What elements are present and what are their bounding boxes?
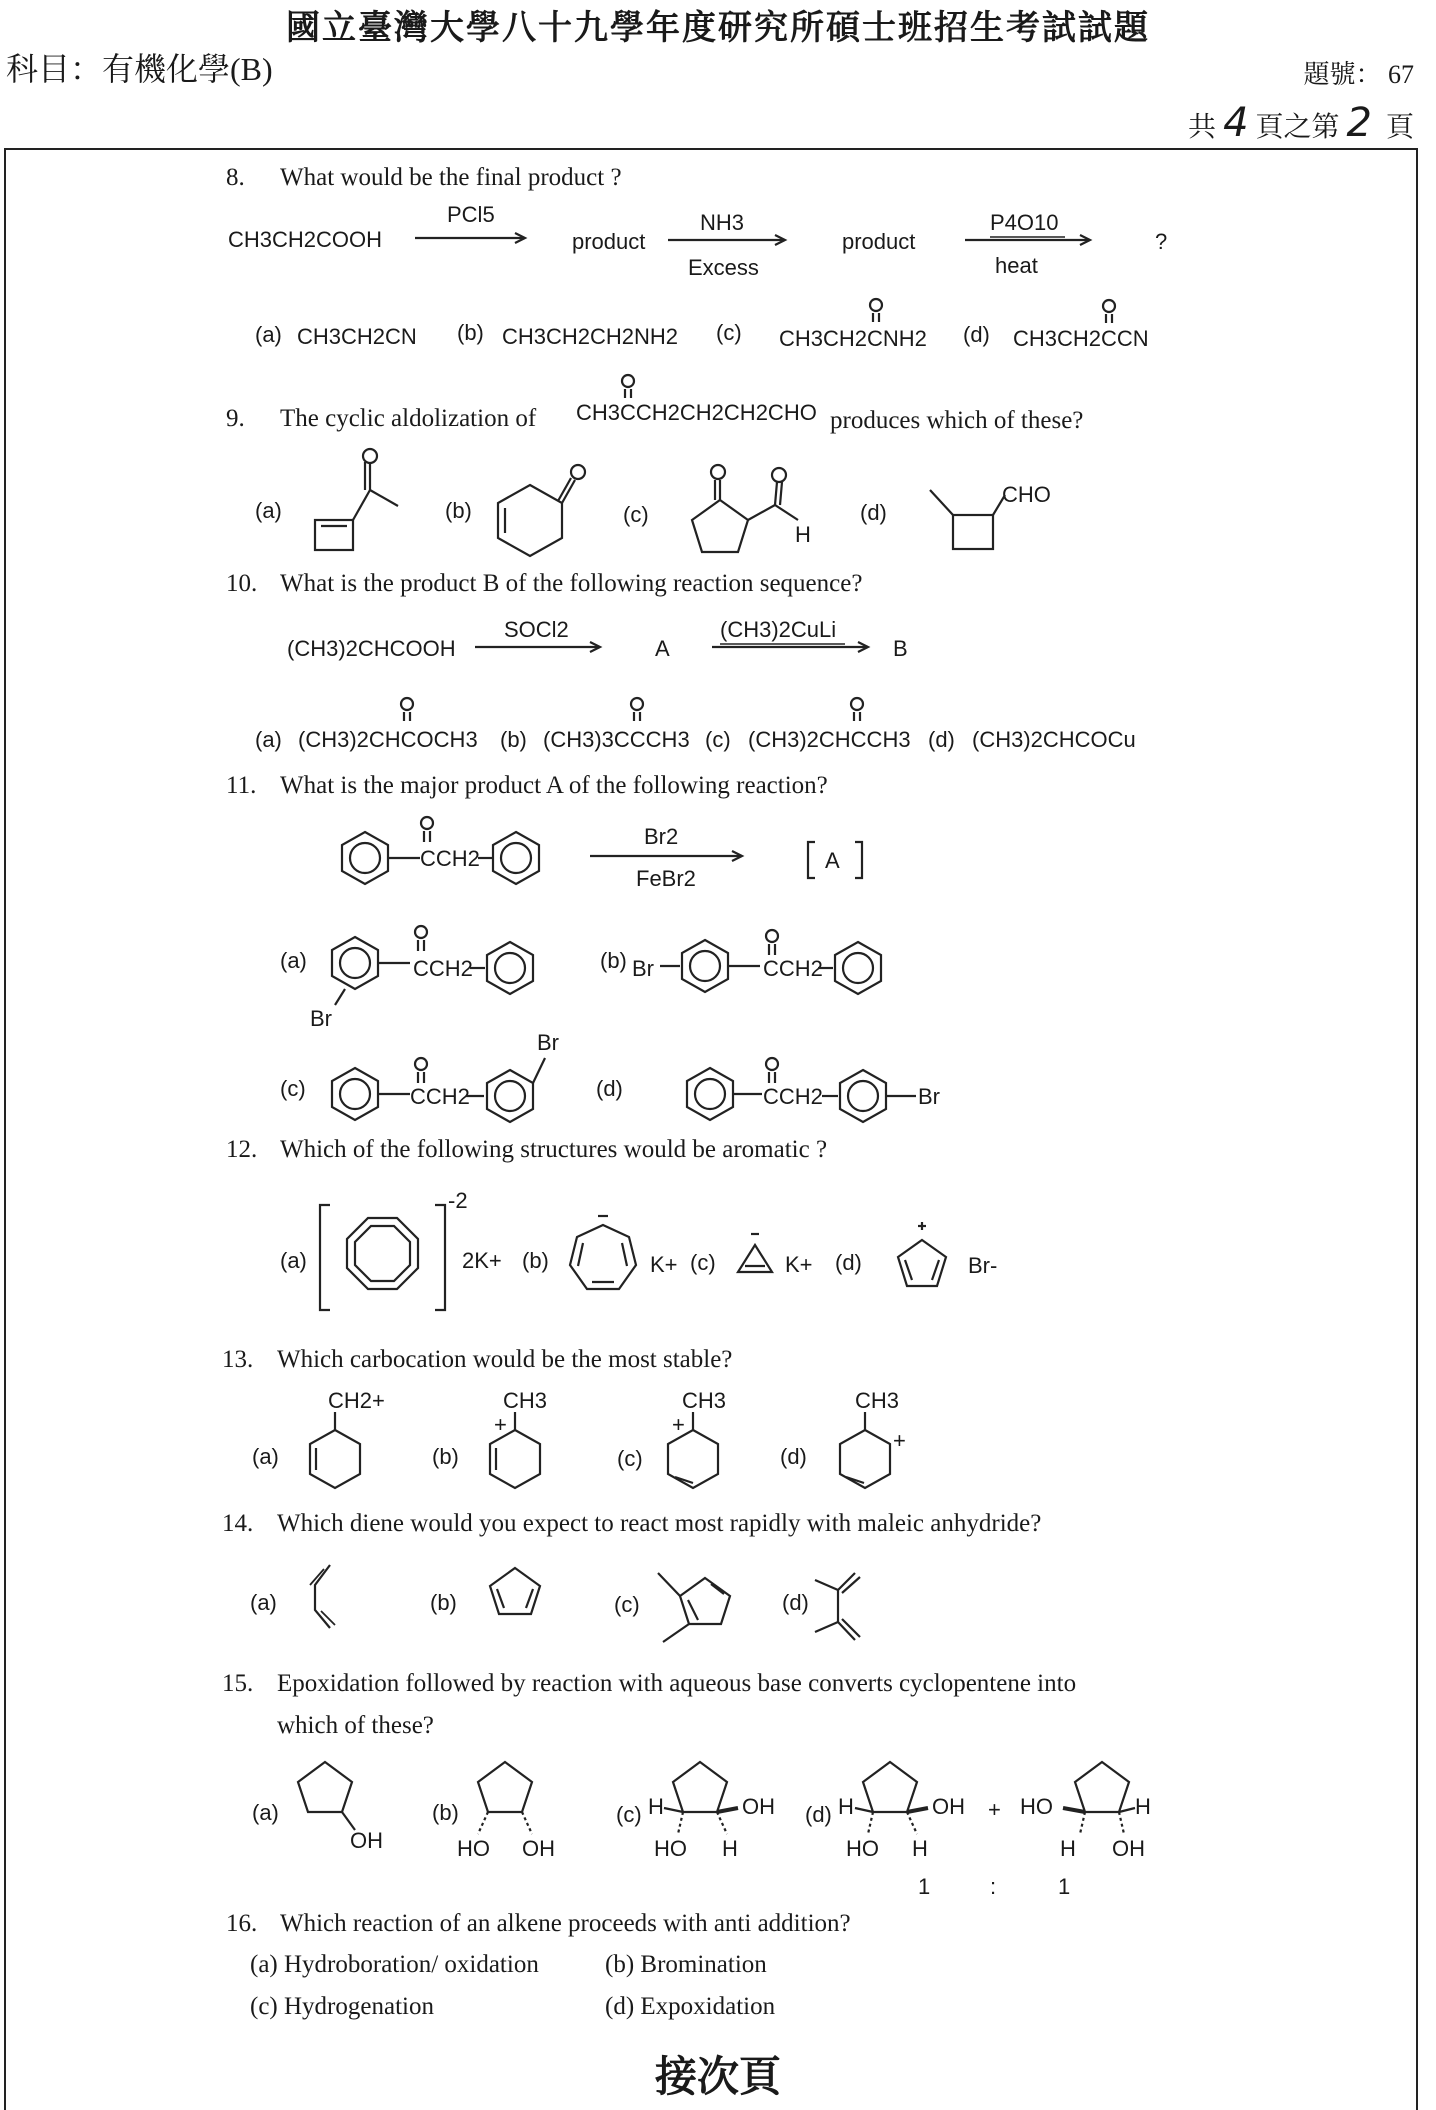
q8-product1: product [572,229,646,254]
q8-carbonyls [870,299,1115,323]
q11-a-br: Br [310,1006,332,1031]
q10-reagent1: SOCl2 [504,617,569,642]
q10-option-c-label: (c) [705,727,731,752]
q16-option-b: (b) Bromination [605,1951,767,1978]
q14-d-structure [815,1573,860,1640]
q9-text-before: The cyclic aldolization of [280,405,537,432]
page-suffix: 頁 [1385,112,1414,143]
q8-number: 8. [226,164,245,191]
q15-d2-oh: OH [1112,1836,1145,1861]
q11-c-structure [332,1058,545,1122]
q15-option-c: (c) [616,1802,642,1827]
q15-c-structure [664,1762,738,1834]
q9-text-after: produces which of these? [830,407,1084,434]
q16-option-d: (d) Expoxidation [605,1993,776,2020]
q15-d1-h-left: H [838,1794,854,1819]
q15-text-line1: Epoxidation followed by reaction with aqueous base converts cyclopentene into [277,1670,1077,1697]
q8-product2: product [842,229,916,254]
q10-option-c: (CH3)2CHCCH3 [748,727,911,752]
q15-option-b: (b) [432,1800,459,1825]
q9-option-c: (c) [623,502,649,527]
q8-end: ? [1155,229,1168,254]
q10-number: 10. [226,570,258,597]
q13-a-sub: CH2+ [328,1388,385,1413]
q8-reagent3-bottom: heat [995,253,1038,278]
q16-text: Which reaction of an alkene proceeds with anti addition? [280,1910,851,1937]
q11-reagent-bottom: FeBr2 [636,866,696,891]
next-page-note: 接次頁 [654,2055,781,2101]
q9-carbonyl [622,375,634,398]
q12-option-c: (c) [690,1250,716,1275]
q11-text: What is the major product A of the following reaction? [280,772,828,799]
q15-number: 15. [222,1670,254,1697]
q13-d-structure [840,1412,890,1488]
q14-number: 14. [222,1510,254,1537]
q12-d-structure [898,1222,946,1286]
q9-option-a: (a) [255,498,282,523]
q9-compound: CH3CCH2CH2CH2CHO [576,400,817,425]
q14-c-structure [658,1573,730,1642]
q13-text: Which carbocation would be the most stable? [277,1346,733,1373]
q13-b-structure [490,1412,540,1488]
q11-b-br: Br [632,956,654,981]
q10-text: What is the product B of the following reaction sequence? [280,570,863,597]
q11-reactant [342,817,862,884]
q13-c-sub: CH3 [682,1388,727,1413]
q11-d-structure [687,1058,916,1122]
q14-b-structure [490,1568,540,1614]
q11-d-br: Br [918,1084,940,1109]
q8-start: CH3CH2COOH [228,227,383,252]
q11-option-b: (b) [600,948,627,973]
q8-arrows [415,233,1090,245]
q8-option-a-label: (a) [255,322,282,347]
q8-reagent2-bottom: Excess [688,255,759,280]
q8-option-a: CH3CH2CN [297,324,417,349]
q10-option-a-label: (a) [255,727,282,752]
q10-option-a: (CH3)2CHCOCH3 [298,727,478,752]
q11-a-linker: CCH2 [413,956,473,981]
q11-b-linker: CCH2 [763,956,823,981]
q13-c-plus: + [672,1412,685,1437]
page-mid: 頁之第 [1255,112,1340,143]
q8-option-d: CH3CH2CCN [1013,326,1149,351]
page-current: 2 [1346,100,1372,146]
q15-b-ho: HO [457,1836,490,1861]
q12-number: 12. [226,1136,258,1163]
q13-a-structure [310,1412,360,1488]
q10-carbonyls [401,698,863,721]
q16-option-c: (c) Hydrogenation [250,1993,434,2020]
q10-mid: A [655,636,670,661]
page-prefix: 共 [1188,112,1217,143]
exam-title: 國立臺灣大學八十九學年度研究所碩士班招生考試試題 [286,10,1150,47]
q10-start: (CH3)2CHCOOH [287,636,456,661]
q15-ratio-right: 1 [1058,1874,1071,1899]
q14-option-a: (a) [250,1590,277,1615]
q12-a-charge: -2 [448,1188,468,1213]
q15-d1-structure [855,1762,928,1834]
q15-d1-ho: HO [846,1836,879,1861]
q12-b-structure [570,1216,636,1289]
question-number: 題號： 67 [1303,60,1414,89]
q15-a-structure [298,1762,355,1830]
q15-d1-oh: OH [932,1794,965,1819]
q12-option-d: (d) [835,1250,862,1275]
q13-option-d: (d) [780,1444,807,1469]
q14-option-d: (d) [782,1590,809,1615]
q13-option-a: (a) [252,1444,279,1469]
q12-option-b: (b) [522,1248,549,1273]
q15-b-oh: OH [522,1836,555,1861]
q11-option-c: (c) [280,1076,306,1101]
q8-reagent3-top: P4O10 [990,210,1059,235]
q10-option-b-label: (b) [500,727,527,752]
q13-option-b: (b) [432,1444,459,1469]
q15-a-oh: OH [350,1828,383,1853]
q10-option-d-label: (d) [928,727,955,752]
q13-d-plus: + [893,1428,906,1453]
q9-b-structure [498,465,585,556]
q15-c-h-left: H [648,1794,664,1819]
q12-a-counter: 2K+ [462,1248,502,1273]
q16-option-a: (a) Hydroboration/ oxidation [250,1951,539,1978]
q15-c-oh: OH [742,1794,775,1819]
q8-option-b-label: (b) [457,320,484,345]
q15-ratio-colon: : [990,1874,997,1899]
q8-option-c: CH3CH2CNH2 [779,326,927,351]
q13-option-c: (c) [617,1446,643,1471]
q9-number: 9. [226,405,245,432]
q12-c-structure [738,1234,772,1272]
q11-product: A [825,848,840,873]
q13-number: 13. [222,1346,254,1373]
q16-number: 16. [226,1910,258,1937]
q15-c-ho: HO [654,1836,687,1861]
q9-a-structure [315,449,398,550]
q12-b-counter: K+ [650,1252,678,1277]
q14-option-b: (b) [430,1590,457,1615]
q10-option-d: (CH3)2CHCOCu [972,727,1136,752]
q14-a-structure [310,1565,335,1628]
q15-d2-h-right: H [1135,1794,1151,1819]
q8-option-d-label: (d) [963,322,990,347]
q14-text: Which diene would you expect to react most rapidly with maleic anhydride? [277,1510,1042,1537]
q9-option-d: (d) [860,500,887,525]
q8-text: What would be the final product ? [280,164,622,191]
q11-c-br: Br [537,1030,559,1055]
q8-reagent2-top: NH3 [700,210,745,235]
q11-d-linker: CCH2 [763,1084,823,1109]
q9-d-cho: CHO [1002,482,1051,507]
q12-d-counter: Br- [968,1253,998,1278]
q13-b-plus: + [494,1412,507,1437]
q13-b-sub: CH3 [503,1388,548,1413]
q15-d1-h-right: H [912,1836,928,1861]
q12-a-structure [320,1205,445,1310]
q11-c-linker: CCH2 [410,1084,470,1109]
q9-c-aldehyde-h: H [795,522,811,547]
q12-text: Which of the following structures would be aromatic ? [280,1136,828,1163]
q9-c-structure [692,465,798,552]
q15-ratio-left: 1 [918,1874,931,1899]
q9-option-b: (b) [445,498,472,523]
q9-d-structure [930,490,1005,549]
q8-option-c-label: (c) [716,320,742,345]
q10-option-b: (CH3)3CCCH3 [543,727,690,752]
q12-c-counter: K+ [785,1252,813,1277]
q12-option-a: (a) [280,1248,307,1273]
q15-plus: + [988,1797,1001,1822]
q10-arrows [475,642,868,652]
q15-c-h-right: H [722,1836,738,1861]
q8-option-b: CH3CH2CH2NH2 [502,324,679,349]
subject-label: 科目：有機化學(B) [6,51,273,87]
q13-d-sub: CH3 [855,1388,900,1413]
q11-a-structure [332,926,533,1005]
q11-number: 11. [226,772,257,799]
q11-option-a: (a) [280,948,307,973]
page-total: 4 [1223,100,1249,146]
q11-b-structure [660,930,881,994]
q15-option-a: (a) [252,1800,279,1825]
q15-b-structure [478,1762,532,1834]
q14-option-c: (c) [614,1592,640,1617]
q11-option-d: (d) [596,1076,623,1101]
q15-d2-structure [1063,1762,1135,1834]
q10-reagent2: (CH3)2CuLi [720,617,837,642]
q11-reagent-top: Br2 [644,824,679,849]
q15-d2-ho: HO [1020,1794,1053,1819]
q8-reagent1: PCl5 [447,202,495,227]
q15-option-d: (d) [805,1802,832,1827]
q15-text-line2: which of these? [277,1712,434,1739]
q15-d2-h-left: H [1060,1836,1076,1861]
q13-c-structure [668,1412,718,1488]
q10-end: B [893,636,908,661]
q11-start-linker: CCH2 [420,846,480,871]
